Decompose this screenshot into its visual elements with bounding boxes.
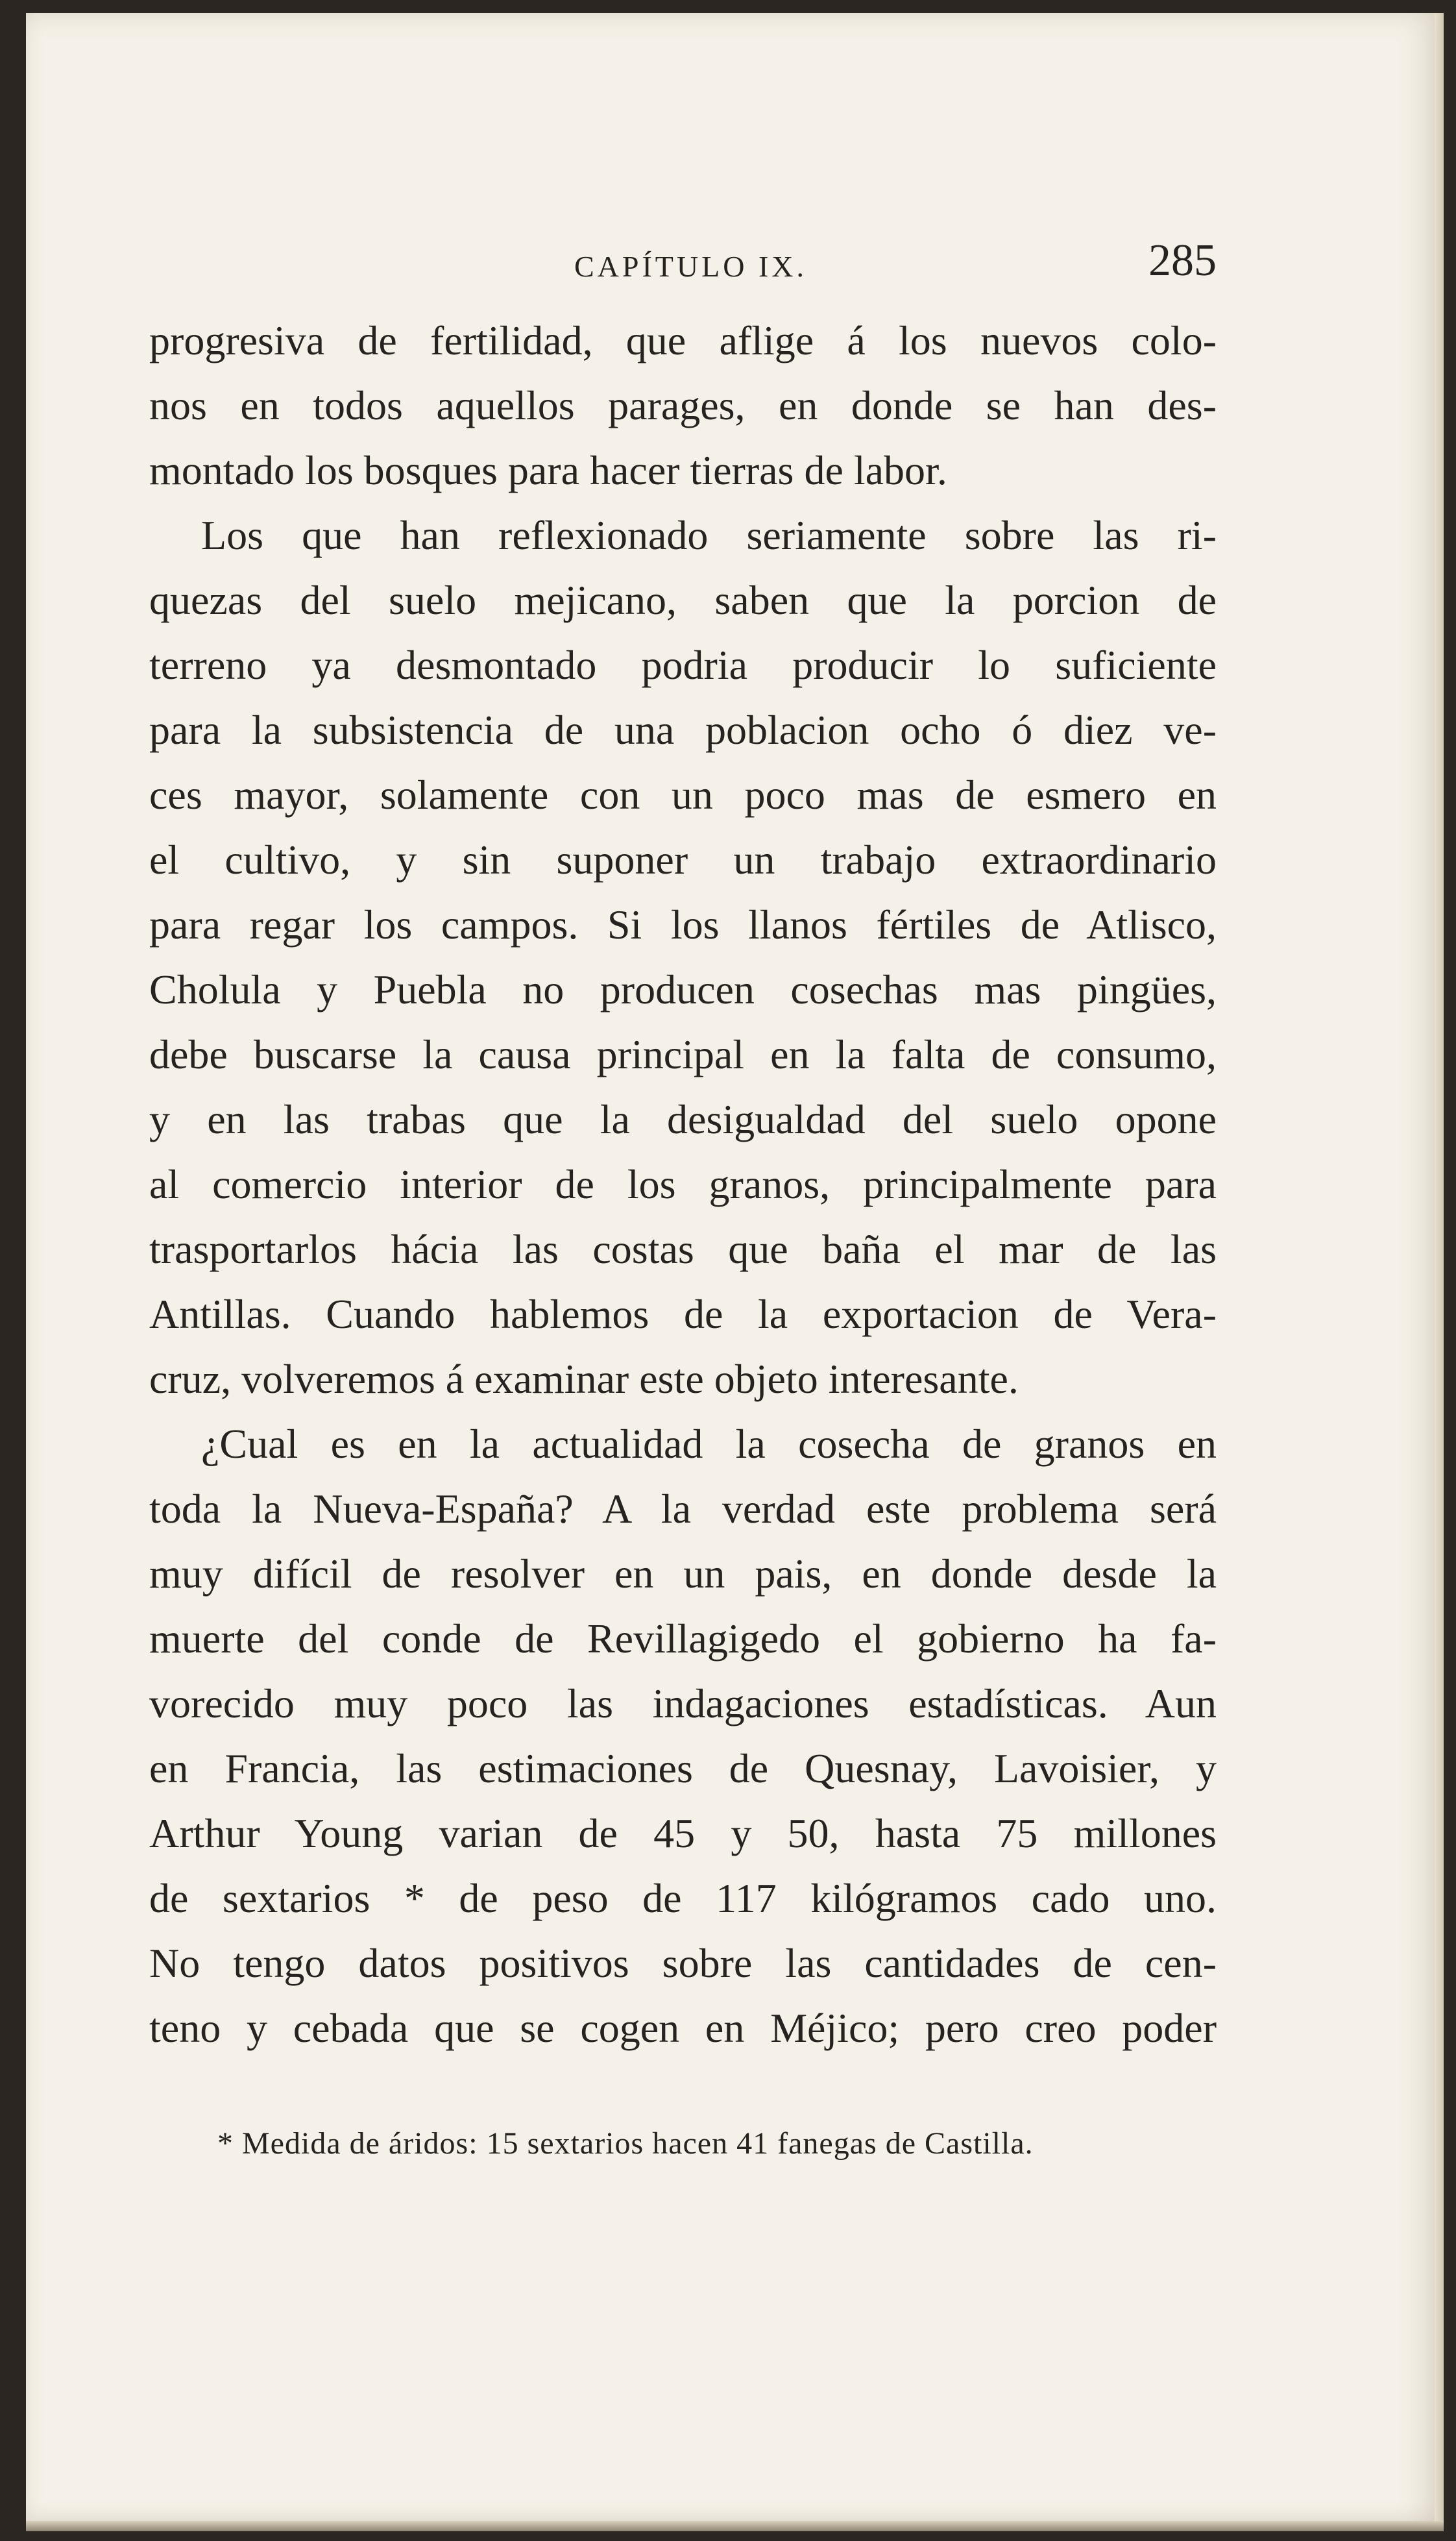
text-line: de sextarios * de peso de 117 kilógramos cado uno. — [149, 1875, 1217, 1921]
text-line: en Francia, las estimaciones de Quesnay, Lavoisier, y — [149, 1745, 1217, 1791]
text-line: vorecido muy poco las indagaciones estadísticas. Aun — [149, 1680, 1217, 1726]
text-line: Arthur Young varian de 45 y 50, hasta 75 millones — [149, 1810, 1217, 1856]
text-line: Antillas. Cuando hablemos de la exportacion de Vera- — [149, 1291, 1217, 1337]
text-line: para regar los campos. Si los llanos fértiles de Atlisco, — [149, 902, 1217, 948]
text-line: ¿Cual es en la actualidad la cosecha de granos en — [201, 1421, 1217, 1467]
page-edge — [1435, 13, 1444, 2531]
text-line: terreno ya desmontado podria producir lo suficiente — [149, 642, 1217, 688]
text-line: Cholula y Puebla no producen cosechas mas pingües, — [149, 966, 1217, 1013]
page-header — [149, 235, 1217, 306]
text-line: debe buscarse la causa principal en la falta de consumo, — [149, 1031, 1217, 1077]
text-line: al comercio interior de los granos, principalmente para — [149, 1161, 1217, 1207]
text-line: ces mayor, solamente con un poco mas de esmero en — [149, 772, 1217, 818]
text-line: para la subsistencia de una poblacion ocho ó diez ve- — [149, 707, 1217, 753]
footnote: * Medida de áridos: 15 sextarios hacen 41 fanegas de Castilla. — [217, 2126, 1034, 2161]
body-text — [149, 308, 1217, 2061]
book-page — [26, 13, 1444, 2531]
text-line: teno y cebada que se cogen en Méjico; pero creo poder — [149, 2005, 1217, 2051]
page-number: 285 — [1148, 236, 1217, 286]
text-line: y en las trabas que la desigualdad del suelo opone — [149, 1096, 1217, 1142]
text-line: trasportarlos hácia las costas que baña el mar de las — [149, 1226, 1217, 1272]
text-line: Los que han reflexionado seriamente sobre las ri- — [201, 512, 1217, 558]
text-line: cruz, volveremos á examinar este objeto interesante. — [149, 1356, 1019, 1402]
text-line: muy difícil de resolver en un pais, en donde desde la — [149, 1551, 1217, 1597]
text-line: toda la Nueva-España? A la verdad este problema será — [149, 1486, 1217, 1532]
page-bottom-edge — [26, 2521, 1444, 2531]
text-line: No tengo datos positivos sobre las cantidades de cen- — [149, 1940, 1217, 1986]
running-head: CAPÍTULO IX. — [574, 250, 807, 283]
text-line: montado los bosques para hacer tierras de labor. — [149, 447, 947, 493]
text-line: nos en todos aquellos parages, en donde se han des- — [149, 382, 1217, 428]
text-line: el cultivo, y sin suponer un trabajo extraordinario — [149, 837, 1217, 883]
text-line: quezas del suelo mejicano, saben que la porcion de — [149, 577, 1217, 623]
text-line: progresiva de fertilidad, que aflige á los nuevos colo- — [149, 317, 1217, 363]
text-line: muerte del conde de Revillagigedo el gobierno ha fa- — [149, 1615, 1217, 1662]
